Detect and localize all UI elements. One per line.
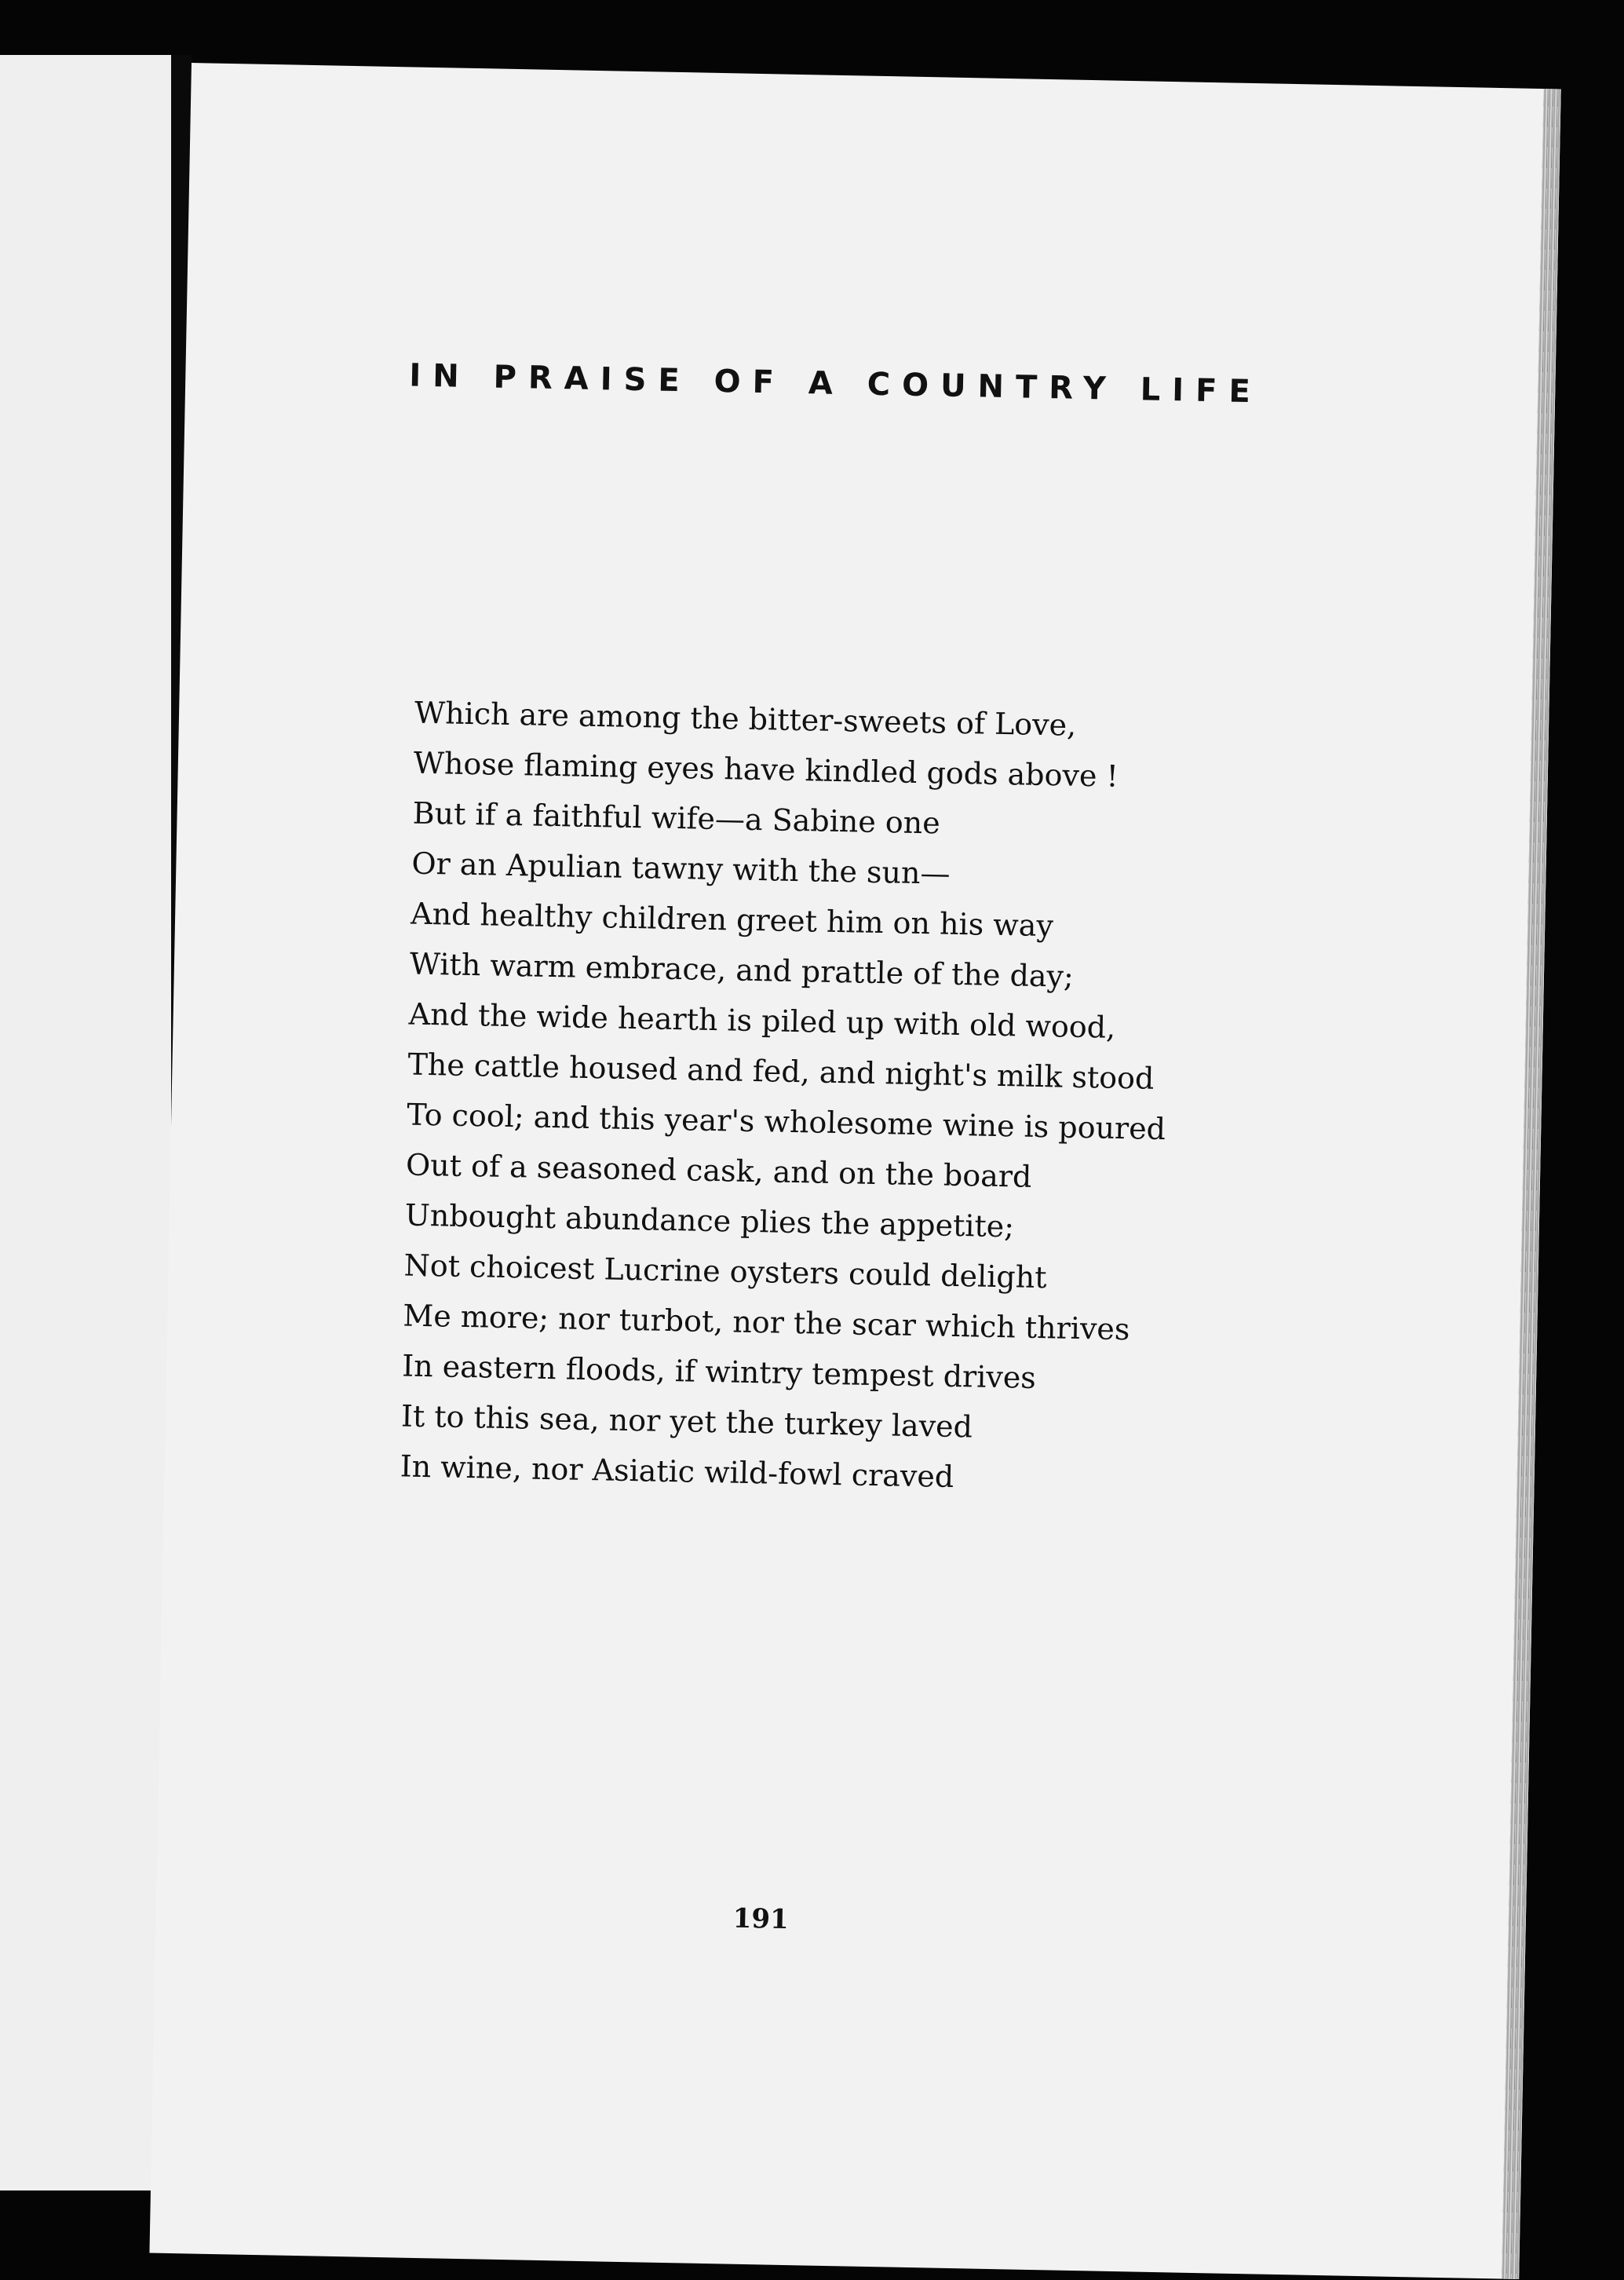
running-head: IN PRAISE OF A COUNTRY LIFE — [408, 357, 1263, 411]
poem-line: And healthy children greet him on his way — [410, 896, 1054, 944]
poem-line: And the wide hearth is piled up with old wood, — [408, 996, 1116, 1045]
page-number: 191 — [732, 1902, 790, 1936]
poem-line: Not choicest Lucrine oysters could delight — [403, 1248, 1047, 1295]
poem-line: Whose flaming eyes have kindled gods above ! — [413, 745, 1119, 794]
poem-line: Or an Apulian tawny with the sun— — [411, 846, 951, 891]
poem-text — [400, 688, 1173, 1506]
poem-line: To cool; and this year's wholesome wine is poured — [406, 1097, 1166, 1147]
poem-line: Me more; nor turbot, nor the scar which thrives — [402, 1298, 1130, 1347]
poem-line: Unbought abundance plies the appetite; — [404, 1197, 1015, 1244]
page-stack-edge — [1502, 89, 1561, 2279]
poem-line: Out of a seasoned cask, and on the board — [405, 1147, 1032, 1194]
poem-line: In eastern floods, if wintry tempest drives — [401, 1348, 1037, 1395]
left-page-edge — [0, 55, 171, 2190]
poem-line: The cattle housed and fed, and night's milk stood — [407, 1047, 1155, 1096]
poem-line: It to this sea, nor yet the turkey laved — [400, 1398, 973, 1445]
right-page — [149, 63, 1560, 2279]
poem-line: In wine, nor Asiatic wild-fowl craved — [400, 1449, 954, 1494]
poem-line: With warm embrace, and prattle of the day; — [409, 946, 1075, 994]
poem-line: Which are among the bitter-sweets of Love, — [414, 695, 1077, 743]
poem-line: But if a faithful wife—a Sabine one — [412, 795, 941, 841]
